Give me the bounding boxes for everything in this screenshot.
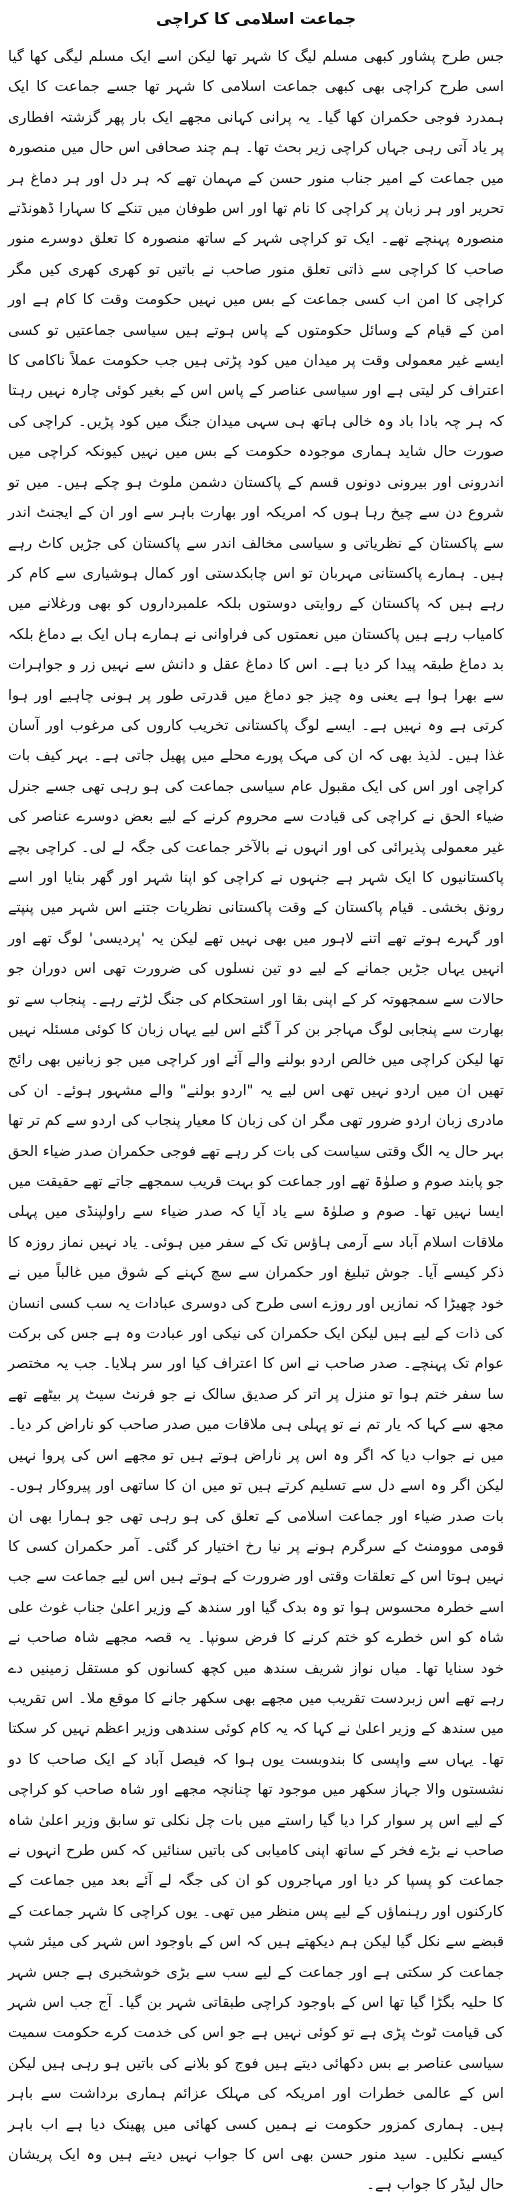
article-title: جماعت اسلامی کا کراچی (155, 9, 357, 28)
article-body: جس طرح پشاور کبھی مسلم لیگ کا شہر تھا لیکن اسے ایک مسلم لیگی کھا گیا اسی طرح کراچی بھی کبھی جماعت اسلامی کا شہر تھا جسے جماعت کا ایک ہمدرد فوجی حکمران کھا گیا۔ یہ پرانی کہانی مجھے ایک بار پھر گزشتہ افطاری پر یاد آتی رہی جہاں کراچی زیر بحث تھا۔ ہم چند صحافی اس حال میں منصورہ میں جماعت کے امیر جناب منور حسن کے مہمان تھے کہ ہر دل اور ہر دماغ ہر تحریر اور ہر زبان پر کراچی کا نام تھا اور اس طوفان میں تنکے کا سہارا ڈھونڈتے منصورہ پہنچے تھے۔ ایک تو کراچی شہر کے ساتھ منصورہ کا تعلق دوسرے منور صاحب کا کراچی سے ذاتی تعلق منور صاحب نے باتیں تو کھری کھری کیں مگر کراچی کا امن اب کسی جماعت کے بس میں نہیں حکومت وقت کا کام ہے اور امن کے قیام کے وسائل حکومتوں کے پاس ہوتے ہیں سیاسی جماعتیں تو کسی ایسے غیر معمولی وقت پر میدان میں کود پڑتی ہیں جب حکومت عملاً ناکامی کا اعتراف کر لیتی ہے اور سیاسی عناصر کے پاس اس کے بغیر کوئی چارہ نہیں رہتا کہ ہر چہ بادا باد وہ خالی ہاتھ ہی سہی میدان جنگ میں کود پڑیں۔ کراچی کی صورت حال شاید ہماری موجودہ حکومت کے بس میں نہیں کیونکہ کراچی میں اندرونی اور بیرونی دونوں قسم کے پاکستان دشمن ملوث ہو چکے ہیں۔ میں تو شروع دن سے چیخ رہا ہوں کہ امریکہ اور بھارت باہر سے اور ان کے ایجنٹ اندر سے پاکستان کے نظریاتی و سیاسی مخالف اندر سے پاکستان کی جڑیں کاٹ رہے ہیں۔ ہمارے پاکستانی مہربان تو اس چابکدستی اور کمال ہوشیاری سے کام کر رہے ہیں کہ پاکستان کے روایتی دوستوں بلکہ علمبرداروں کو بھی ورغلانے میں کامیاب رہے ہیں پاکستان میں نعمتوں کی فراوانی نے ہمارے ہاں ایک بے دماغ بلکہ بد دماغ طبقہ پیدا کر دیا ہے۔ اس کا دماغ عقل و دانش سے نہیں زر و جواہرات سے بھرا ہوا ہے یعنی وہ چیز جو دماغ میں قدرتی طور پر ہونی چاہیے اور ہوا کرتی ہے وہ نہیں ہے۔ ایسے لوگ پاکستانی تخریب کاروں کی مرغوب اور آسان غذا ہیں۔ لذیذ بھی کہ ان کی مہک پورے محلے میں پھیل جاتی ہے۔ بہر کیف بات کراچی اور اس کی ایک مقبول عام سیاسی جماعت کی ہو رہی تھی جسے جنرل ضیاء الحق نے کراچی کی قیادت سے محروم کرنے کے لیے بعض دوسرے عناصر کی غیر معمولی پذیرائی کی اور انہوں نے بالآخر جماعت کی جگہ لے لی۔ کراچی بچے پاکستانیوں کا ایک شہر ہے جنہوں نے کراچی کو اپنا شہر اور گھر بنایا اور اسے رونق بخشی۔ قیام پاکستان کے وقت پاکستانی نظریات جتنے اس شہر میں پنپتے اور گہرے ہوتے تھے اتنے لاہور میں بھی نہیں تھے لیکن یہ 'پردیسی' لوگ تھے اور انہیں یہاں جڑیں جمانے کے لیے دو تین نسلوں کی ضرورت تھی اس دوران جو حالات سے سمجھوتہ کر کے اپنی بقا اور استحکام کی جنگ لڑتے رہے۔ پنجاب سے تو بھارت سے پنجابی لوگ مہاجر بن کر آ گئے اس لیے یہاں زبان کا کوئی مسئلہ نہیں تھا لیکن کراچی میں خالص اردو بولنے والے آئے اور کراچی میں جو زبانیں بھی رائج تھیں ان میں اردو نہیں تھی اس لیے یہ "اردو بولنے" والے مشہور ہوئے۔ ان کی مادری زبان اردو ضرور تھی مگر ان کی زبان کا معیار پنجاب کی اردو سے کم تر تھا بہر حال یہ الگ وقتی سیاست کی بات کر رہے تھے فوجی حکمران صدر ضیاء الحق جو پابند صوم و صلوٰۃ تھے اور جماعت کو بہت قریب سمجھے جاتے تھے حقیقت میں ایسا نہیں تھا۔ صوم و صلوٰۃ سے یاد آیا کہ صدر ضیاء سے راولپنڈی میں پہلی ملاقات اسلام آباد سے آرمی ہاؤس تک کے سفر میں ہوئی۔ یاد نہیں نماز روزہ کا ذکر کیسے آیا۔ جوش تبلیغ اور حکمران سے سچ کہنے کے شوق میں غالباً میں نے خود چھیڑا کہ نمازیں اور روزے اسی طرح کی دوسری عبادات یہ سب کسی انسان کی ذات کے لیے ہیں لیکن ایک حکمران کی نیکی اور عبادت وہ ہے جس کی برکت عوام تک پہنچے۔ صدر صاحب نے اس کا اعتراف کیا اور سر ہلایا۔ جب یہ مختصر سا سفر ختم ہوا تو منزل پر اتر کر صدیق سالک نے جو فرنٹ سیٹ پر بیٹھے تھے مجھ سے کہا کہ یار تم نے تو پہلی ہی ملاقات میں صدر صاحب کو ناراض کر دیا۔ میں نے جواب دیا کہ اگر وہ اس پر ناراض ہوتے ہیں تو مجھے اس کی پروا نہیں لیکن اگر وہ اسے دل سے تسلیم کرتے ہیں تو میں ان کا ساتھی اور پیروکار ہوں۔ بات صدر ضیاء اور جماعت اسلامی کے تعلق کی ہو رہی تھی جو ہمارا بھی ان قومی موومنٹ کے سرگرم ہونے پر نیا رخ اختیار کر گئی۔ آمر حکمران کسی کا نہیں ہوتا اس کے تعلقات وقتی اور ضرورت کے ہوتے ہیں اس لیے جماعت سے جب اسے خطرہ محسوس ہوا تو وہ بدک گیا اور سندھ کے وزیر اعلیٰ جناب غوث علی شاہ کو اس خطرے کو ختم کرنے کا فرض سونپا۔ یہ قصہ مجھے شاہ صاحب نے خود سنایا تھا۔ میاں نواز شریف سندھ میں کچھ کسانوں کو مستقل زمینیں دے رہے تھے اس زبردست تقریب میں مجھے بھی سکھر جانے کا موقع ملا۔ اس تقریب میں سندھ کے وزیر اعلیٰ نے کہا کہ یہ کام کوئی سندھی وزیر اعظم نہیں کر سکتا تھا۔ یہاں سے واپسی کا بندوبست یوں ہوا کہ فیصل آباد کے ایک صاحب کا دو نشستوں والا جہاز سکھر میں موجود تھا چنانچہ مجھے اور شاہ صاحب کو کراچی کے لیے اس پر سوار کرا دیا گیا راستے میں بات چل نکلی تو سابق وزیر اعلیٰ شاہ صاحب نے بڑے فخر کے ساتھ اپنی کامیابی کی باتیں سنائیں کہ کس طرح انہوں نے جماعت کو پسپا کر دیا اور مہاجروں کو ان کی جگہ لے آئے بعد میں جماعت کے کارکنوں اور رہنماؤں کے لیے پس منظر میں تھی۔ یوں کراچی کا شہر جماعت کے قبضے سے نکل گیا لیکن ہم دیکھتے ہیں کہ اس کے باوجود اس شہر کی میئر شپ جماعت کر سکتی ہے اور جماعت کے لیے سب سے بڑی خوشخبری ہے جس شہر کا حلیہ بگڑا گیا تھا اس کے باوجود کراچی طبقاتی شہر بن گیا۔ آج جب اس شہر کی قیامت ٹوٹ پڑی ہے تو کوئی نہیں ہے جو اس کی خدمت کرے حکومت سمیت سیاسی عناصر بے بس دکھائی دیتے ہیں فوج کو بلانے کی باتیں ہو رہی ہیں لیکن اس کے عالمی خطرات اور امریکہ کی مہلک عزائم ہماری برداشت سے باہر ہیں۔ ہماری کمزور حکومت نے ہمیں کسی کھائی میں پھینک دیا ہے اب باہر کیسے نکلیں۔ سید منور حسن بھی اس کا جواب نہیں دیتے ہیں وہ ایک پریشان حال لیڈر کا جواب ہے۔ (8, 48, 504, 2194)
